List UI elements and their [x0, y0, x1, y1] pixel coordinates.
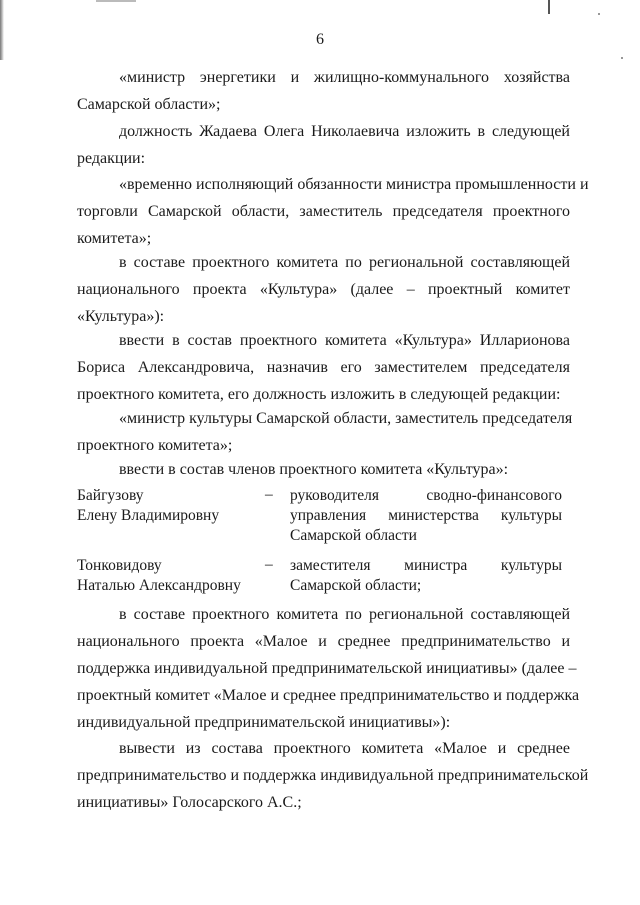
text-line: предпринимательство и поддержка индивидуальной предпринимательской: [77, 767, 589, 784]
member-name: [77, 486, 257, 526]
text-line: проектного комитета, его должность изложить в следующей редакции:: [77, 386, 561, 403]
text-line: национального проекта «Культура» (далее – проектный комитет: [77, 281, 570, 298]
text-line: в составе проектного комитета по региональной составляющей: [119, 606, 570, 623]
member-position: [290, 556, 562, 596]
member-dash: –: [265, 556, 273, 573]
position-line: управления министерства культуры: [290, 507, 562, 524]
paragraph-zhadaev: [77, 118, 570, 172]
text-line: Бориса Александровича, назначив его заместителем председателя: [77, 359, 570, 376]
position-line: Самарской области;: [290, 577, 422, 594]
text-line: инициативы» Голосарского А.С.;: [77, 794, 302, 811]
text-line: «Культура»):: [77, 308, 165, 325]
position-line: руководителя сводно-финансового: [290, 487, 562, 504]
position-line: Самарской области: [290, 527, 417, 544]
text-line: проектного комитета»;: [77, 437, 233, 454]
text-line: проектный комитет «Малое и среднее предпринимательство и поддержка: [77, 687, 580, 704]
scan-speck: [598, 13, 600, 15]
text-line: редакции:: [77, 150, 146, 167]
text-line: Самарской области»;: [77, 96, 221, 113]
text-line: ввести в состав проектного комитета «Культура» Илларионова: [119, 332, 570, 349]
member-name: [77, 556, 257, 596]
scan-speck: [621, 57, 623, 59]
paragraph-sme-committee: [77, 601, 580, 736]
page-number: 6: [316, 31, 324, 48]
text-line: «временно исполняющий обязанности министра промышленности и: [119, 176, 589, 193]
scan-shadow: [96, 0, 136, 2]
text-line: поддержка индивидуальной предпринимательской инициативы» (далее –: [77, 660, 577, 677]
text-line: должность Жадаева Олега Николаевича изложить в следующей: [119, 123, 570, 140]
paragraph-culture-committee: [77, 249, 570, 330]
text-line: комитета»;: [77, 230, 152, 247]
scan-shadow: [0, 0, 4, 60]
member-position: [290, 486, 562, 546]
position-line: заместителя министра культуры: [290, 557, 562, 574]
paragraph-illarionov: [77, 327, 570, 408]
paragraph-acting-minister: [77, 171, 589, 252]
member-given-name: Наталью Александровну: [77, 577, 241, 594]
member-surname: Тонковидову: [77, 557, 162, 574]
text-line: вывести из состава проектного комитета «Малое и среднее: [119, 740, 570, 757]
text-line: торговли Самарской области, заместитель председателя проектного: [77, 203, 570, 220]
text-line: национального проекта «Малое и среднее предпринимательство и: [77, 633, 570, 650]
text-line: индивидуальной предпринимательской инициативы»):: [77, 714, 451, 731]
paragraph-minister-culture: [77, 405, 573, 459]
member-surname: Байгузову: [77, 487, 144, 504]
text-line: ввести в состав членов проектного комитета «Культура»:: [119, 461, 509, 478]
member-dash: –: [265, 486, 273, 503]
paragraph-remove-golosarsky: [77, 735, 589, 816]
text-line: «министр культуры Самарской области, заместитель председателя: [119, 410, 573, 427]
member-given-name: Елену Владимировну: [77, 507, 220, 524]
paragraph-minister-energy: [77, 64, 570, 118]
scan-mark: [548, 0, 550, 14]
paragraph-add-members: [77, 456, 570, 483]
text-line: в составе проектного комитета по региональной составляющей: [119, 254, 570, 271]
text-line: «министр энергетики и жилищно-коммунального хозяйства: [119, 69, 570, 86]
